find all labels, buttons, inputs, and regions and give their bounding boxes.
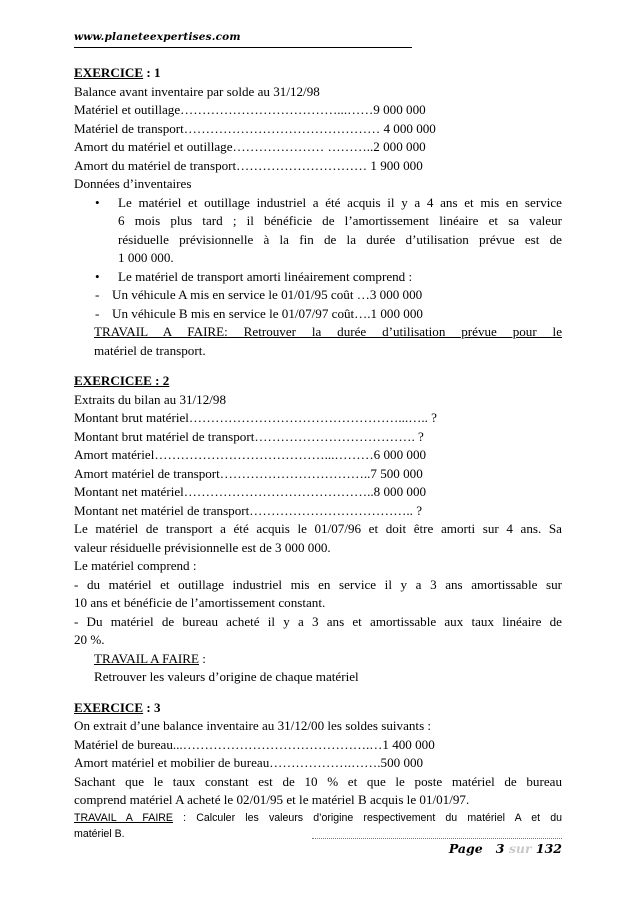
ex1-bullet-line: 6 mois plus tard ; il bénéficie de l’amortissement linéaire et sa valeur	[118, 213, 562, 228]
spacer	[74, 687, 562, 699]
ex1-bullet-line: Le matériel de transport amorti linéairement comprend :	[118, 268, 413, 284]
ex3-line: Matériel de bureau...…………………………………….…1 400 000	[74, 736, 435, 752]
ex2-line: Montant net matériel……………………………………..8 000 000	[74, 484, 427, 499]
ex1-line: Données d’inventaires	[74, 176, 192, 191]
ex1-task-line	[94, 323, 562, 342]
exercise-3-title-number: : 3	[143, 699, 161, 715]
exercise-3-title-word: EXERCICE	[74, 699, 144, 715]
site-header: www.planeteexpertises.com	[74, 31, 412, 48]
bullet-icon: •	[95, 194, 100, 210]
ex2-line: Montant brut matériel de transport………………………………. ?	[74, 428, 424, 444]
ex2-task-colon: :	[199, 650, 206, 666]
ex1-line: Amort du matériel de transport………………………… 1 900 000	[74, 157, 423, 173]
ex1-bullet-line: 1 000 000.	[118, 250, 174, 265]
dash-icon: -	[95, 305, 100, 321]
ex3-task-line: matériel B.	[74, 827, 125, 840]
ex1-line: Matériel et outillage………………………………...……9 000 000	[74, 102, 426, 117]
ex1-line: Balance avant inventaire par solde au 31/12/98	[74, 83, 320, 99]
ex2-line: Amort matériel…………………………………...………6 000 000	[74, 447, 427, 462]
ex1-bullet-line: Le matériel et outillage industriel a été acquis il y a 4 ans et mis en service	[118, 194, 562, 210]
ex3-line: On extrait d’une balance inventaire au 31/12/00 les soldes suivants :	[74, 718, 432, 733]
ex2-task-line	[94, 650, 562, 669]
ex2-paragraph-line: Le matériel de transport a été acquis le 01/07/96 et doit être amorti sur 4 ans. Sa	[74, 521, 562, 536]
ex2-paragraph-line: 10 ans et bénéficie de l’amortissement constant.	[74, 595, 326, 610]
page-label: Page	[448, 841, 483, 856]
ex2-task-text: Retrouver les valeurs d’origine de chaque matériel	[94, 669, 359, 684]
ex2-paragraph-line: - du matériel et outillage industriel mis en service il y a 3 ans amortissable sur	[74, 576, 562, 592]
ex1-task	[74, 323, 562, 360]
ex2-line: Le matériel comprend :	[74, 558, 197, 573]
page-sur: sur	[508, 841, 532, 856]
ex1-line: Matériel de transport……………………………………… 4 000 000	[74, 120, 436, 136]
footer-divider	[312, 838, 562, 839]
ex3-task-label: TRAVAIL A FAIRE	[74, 811, 173, 824]
ex2-task	[74, 650, 562, 687]
exercise-3-title	[74, 699, 562, 718]
ex1-bullet-item	[74, 194, 562, 268]
spacer	[74, 360, 562, 372]
ex2-line: Extraits du bilan au 31/12/98	[74, 391, 227, 407]
ex3-paragraph-line: comprend matériel A acheté le 02/01/95 et le matériel B acquis le 01/01/97.	[74, 792, 470, 807]
ex1-dash-item	[95, 305, 562, 324]
exercise-1-title-word: EXERCICE	[74, 65, 144, 80]
ex2-paragraph-line: valeur résiduelle prévisionnelle est de 3 000 000.	[74, 539, 331, 555]
exercise-2-title: EXERCICEE : 2	[74, 373, 170, 388]
ex1-dash-text: Un véhicule B mis en service le 01/07/97 coût….1 000 000	[112, 305, 423, 321]
ex1-bullet-item	[74, 268, 562, 287]
dash-icon: -	[95, 287, 100, 302]
ex1-task-line: matériel de transport.	[94, 342, 206, 358]
ex2-paragraph-line: - Du matériel de bureau acheté il y a 3 ans et amortissable aux taux linéaire de	[74, 613, 562, 629]
ex2-line: Amort matériel de transport……………………………..7 500 000	[74, 465, 423, 481]
ex1-dash-text: Un véhicule A mis en service le 01/01/95 coût …3 000 000	[112, 287, 423, 302]
ex3-line: Amort matériel et mobilier de bureau……………….…….500 000	[74, 755, 424, 770]
ex2-task-label: TRAVAIL A FAIRE	[94, 650, 200, 666]
ex1-task-text: Retrouver la durée d’utilisation prévue pour le	[227, 324, 563, 339]
page-number	[312, 841, 562, 856]
ex3-paragraph-line: Sachant que le taux constant est de 10 % et que le poste matériel de bureau	[74, 773, 562, 789]
ex1-line: Amort du matériel et outillage………………… ………..2 000 000	[74, 139, 426, 154]
exercise-1-title-number: : 1	[143, 65, 161, 80]
ex1-dash-item	[95, 286, 562, 305]
ex2-paragraph-line: 20 %.	[74, 632, 105, 647]
ex1-bullet-line: résiduelle prévisionnelle à la fin de la durée d’utilisation prévue est de	[118, 231, 562, 247]
ex3-task-text: : Calculer les valeurs d’origine respectivement du matériel A et du	[173, 811, 562, 824]
ex3-task	[74, 810, 562, 842]
ex1-task-label: TRAVAIL A FAIRE:	[94, 324, 228, 339]
exercise-1-title	[74, 64, 562, 83]
bullet-icon: •	[95, 268, 100, 284]
page-current: 3	[495, 841, 505, 856]
ex3-task-line	[74, 810, 562, 826]
ex2-line: Montant brut matériel…………………………………………...….. ?	[74, 410, 437, 425]
ex2-line: Montant net matériel de transport……………………………….. ?	[74, 502, 423, 518]
page-total: 132	[535, 841, 562, 856]
page-content	[74, 64, 562, 842]
